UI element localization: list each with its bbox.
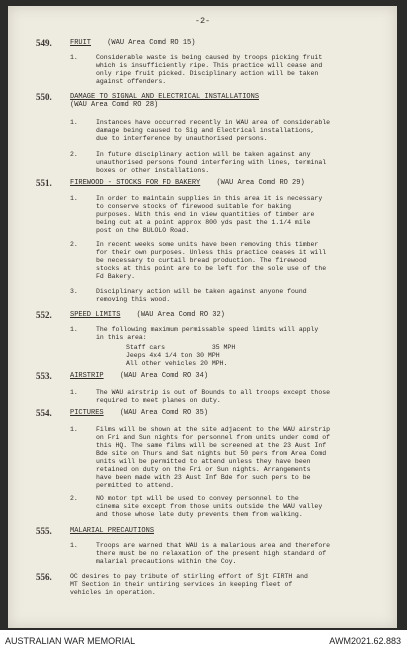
section-number: 555. <box>36 526 52 536</box>
section-heading <box>70 311 225 319</box>
section-heading <box>70 93 271 101</box>
section-ref: (WAU Area Comd RO 32) <box>136 311 225 319</box>
section-title: MALARIAL PRECAUTIONS <box>70 527 155 535</box>
section-number: 551. <box>36 178 52 188</box>
section-ref: (WAU Area Comd RO 35) <box>119 409 209 417</box>
paragraph-number: 1. <box>70 426 78 433</box>
section-heading <box>70 409 208 417</box>
paragraph-number: 3. <box>70 288 78 295</box>
paragraph-text: In order to maintain supplies in this area it is necessary to conserve stocks of firewood suitable for baking purposes. With this end in view quantities of timber are being cut at a point approx 800 yds past the 1.1/4 mile post on the BULOLO Road. <box>96 195 323 234</box>
section-title: AIRSTRIP <box>70 372 104 380</box>
paragraph-text: The WAU airstrip is out of Bounds to all troops except those required to meet planes on duty. <box>96 389 331 404</box>
section-title: DAMAGE TO SIGNAL AND ELECTRICAL INSTALLATIONS <box>70 93 260 101</box>
footer-credit: AUSTRALIAN WAR MEMORIAL <box>5 636 136 646</box>
section-title: FRUIT <box>70 39 92 47</box>
paragraph-number: 1. <box>70 389 78 396</box>
document-page <box>8 6 397 628</box>
section-heading <box>70 372 208 380</box>
section-title: PICTURES <box>70 409 104 417</box>
section-number: 550. <box>36 92 52 102</box>
paragraph-text: The following maximum permissable speed limits will apply in this area: <box>96 326 319 341</box>
section-number: 549. <box>36 38 52 48</box>
section-heading <box>70 527 166 535</box>
section-number: 554. <box>36 408 52 418</box>
section-ref: (WAU Area Comd RO 15) <box>107 39 196 47</box>
paragraph-number: 1. <box>70 119 78 126</box>
paragraph-text: Troops are warned that WAU is a malarious area and therefore there must be no relaxation of the present high standard of malarial precautions within the Coy. <box>96 542 331 565</box>
page-number: -2- <box>194 16 211 26</box>
section-number: 553. <box>36 371 52 381</box>
paragraph-text: Considerable waste is being caused by troops picking fruit which is insufficiently ripe. This practice will cease and only ripe fruit picked. Disciplinary action will be taken against offenders. <box>96 54 323 85</box>
section-ref: (WAU Area Comd RO 29) <box>216 179 305 187</box>
paragraph-number: 1. <box>70 195 78 202</box>
section-title: SPEED LIMITS <box>70 311 121 319</box>
paragraph-number: 1. <box>70 54 78 61</box>
paragraph-text: In recent weeks some units have been removing this timber for their own purposes. Unless this practice ceases it will be necessary to curtail bread production. The firewood stocks at this point are to be left for the sole use of the Fd Bakery. <box>96 241 327 280</box>
footer-bar <box>0 630 407 653</box>
section-ref: (WAU Area Comd RO 34) <box>119 372 209 380</box>
paragraph-number: 2. <box>70 151 78 158</box>
section-heading <box>70 179 305 187</box>
paragraph-number: 1. <box>70 326 78 333</box>
paragraph-text: Instances have occurred recently in WAU area of considerable damage being caused to Sig and Electrical installations, due to interference by unauthorised persons. <box>96 119 331 142</box>
paragraph-number: 1. <box>70 542 78 549</box>
section-ref: (WAU Area Comd RO 28) <box>70 101 159 109</box>
section-number: 552. <box>36 310 52 320</box>
paragraph-text: In future disciplinary action will be taken against any unauthorised persons found interfering with lines, terminal boxes or other installations. <box>96 151 327 174</box>
section-number: 556. <box>36 572 52 582</box>
section-title: FIREWOOD - STOCKS FOR FD BAKERY <box>70 179 201 187</box>
paragraph-text: NO motor tpt will be used to convey personnel to the cinema site except from those units outside the WAU valley and those whose late duty prevents them from walking. <box>96 495 323 518</box>
paragraph-number: 2. <box>70 495 78 502</box>
paragraph-text: OC desires to pay tribute of stirling effort of Sjt FIRTH and MT Section in their untiring services in keeping fleet of vehicles in operation. <box>70 573 308 596</box>
paragraph-text: Disciplinary action will be taken against anyone found removing this wood. <box>96 288 307 303</box>
paragraph-number: 2. <box>70 241 78 248</box>
section-heading <box>70 39 195 47</box>
footer-accession-id: AWM2021.62.883 <box>329 636 401 646</box>
speed-limit-list: Staff cars 35 MPH Jeeps 4x4 1/4 ton 30 MPH All other vehicles 20 MPH. <box>126 344 236 367</box>
paragraph-text: Films will be shown at the site adjacent to the WAU airstrip on Fri and Sun nights for personnel from units under comd of this HQ. The same films will be screened at the 23 Aust Inf Bde site on Thurs and Sat nights but 50 pers from Area Comd units will be permitted to attend unless they have been retained on duty on the Fri or Sun nights. Arrangements have been made with 23 Aust Inf Bde for such pers to be permitted to attend. <box>96 426 331 489</box>
